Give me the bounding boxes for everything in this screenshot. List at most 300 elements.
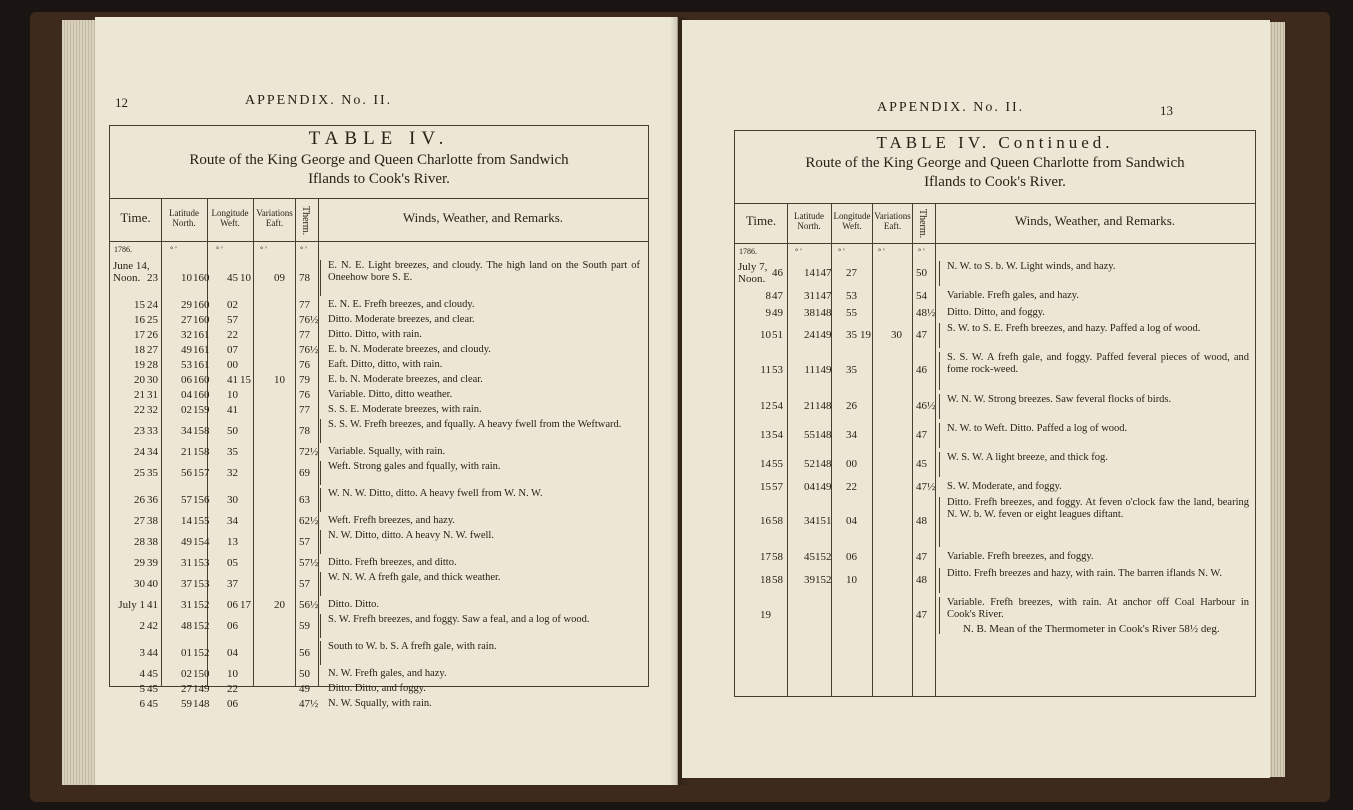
cell-remarks: Variable. Frefh breezes, with rain. At anchor off Coal Harbour in Cook's River. [947,596,1249,620]
units-therm: ° ' [300,245,307,254]
table-row [110,314,648,329]
cell-time: 2 [139,620,145,632]
cell-time: 5 [139,683,145,695]
cell-longitude-minutes: 50 [227,425,238,437]
cell-thermometer: 54 [916,290,927,302]
cell-longitude-minutes: 13 [227,536,238,548]
brace [320,461,324,485]
cell-latitude-degrees: 36 [147,494,158,506]
cell-longitude-degrees: 154 [193,536,210,548]
units-therm: ° ' [918,247,925,256]
cell-remarks: W. S. W. A light breeze, and thick fog. [947,451,1108,463]
cell-remarks: Weft. Strong gales and fqually, with rain. [328,461,501,472]
table-row [110,359,648,374]
cell-latitude-minutes: 11 [804,364,815,376]
cell-longitude-degrees: 153 [193,578,210,590]
cell-time: June 14, Noon. [113,260,150,284]
left-page [95,17,678,785]
table-row [110,557,648,572]
cell-time: 29 [134,557,145,569]
cell-latitude-degrees: 28 [147,359,158,371]
cell-variation-degrees: 19 [860,329,871,341]
cell-thermometer: 47 [916,551,927,563]
cell-latitude-minutes: 29 [181,299,192,311]
header-variations: Variations Eaft. [256,208,293,228]
cell-latitude-degrees: 39 [147,557,158,569]
cell-latitude-degrees: 33 [147,425,158,437]
table-row [735,394,1255,423]
cell-time: 6 [139,698,145,710]
header-longitude: Longitude Weft. [833,211,871,231]
brace [939,352,943,390]
table-row [735,307,1255,324]
cell-thermometer: 78 [299,425,310,437]
year-label: 1786. [739,247,757,256]
table-row [110,614,648,641]
table-row [110,683,648,698]
cell-longitude-minutes: 27 [846,267,857,279]
cell-latitude-minutes: 34 [181,425,192,437]
cell-latitude-degrees: 45 [147,668,158,680]
cell-thermometer: 76 [299,389,310,401]
units-lat: ° ' [795,247,802,256]
cell-latitude-degrees: 23 [147,272,158,284]
cell-latitude-minutes: 45 [804,551,815,563]
cell-time: 9 [765,306,771,319]
cell-latitude-degrees: 45 [147,698,158,710]
cell-time: 15 [134,299,145,311]
cell-time: 11 [760,364,771,376]
cell-time: 25 [134,467,145,479]
cell-remarks: Ditto. Ditto, and foggy. [947,306,1045,318]
cell-longitude-degrees: 152 [193,620,210,632]
cell-longitude-degrees: 152 [815,573,832,586]
cell-longitude-minutes: 35 [846,364,857,376]
cell-latitude-degrees: 49 [772,306,783,319]
cell-longitude-minutes: 06 [227,698,238,710]
cell-thermometer: 63 [299,494,310,506]
cell-latitude-minutes: 14 [181,515,192,527]
cell-remarks: Variable. Ditto, ditto weather. [328,389,453,400]
cell-latitude-minutes: 06 [181,374,192,386]
cell-latitude-minutes: 02 [181,668,192,680]
header-thermometer: Therm. [300,206,311,236]
cell-time: 4 [139,668,145,680]
header-time: Time. [120,210,151,225]
cell-longitude-minutes: 02 [227,299,238,311]
cell-thermometer: 72½ [299,446,319,458]
table-row [735,481,1255,498]
cell-latitude-degrees: 24 [147,299,158,311]
cell-thermometer: 57 [299,536,310,548]
cell-remarks: W. N. W. A frefh gale, and thick weather. [328,572,501,583]
table-row [110,374,648,389]
cell-remarks: Weft. Frefh breezes, and hazy. [328,515,456,526]
cell-latitude-minutes: 55 [804,428,815,441]
cell-longitude-degrees: 149 [193,683,210,695]
cell-remarks: Variable. Frefh breezes, and foggy. [947,551,1094,562]
cell-time: 18 [134,344,145,356]
cell-time: 8 [765,290,771,302]
cell-longitude-degrees: 158 [193,425,210,437]
cell-latitude-degrees: 55 [772,457,783,470]
cell-longitude-minutes: 04 [227,647,238,659]
cell-thermometer: 57 [299,578,310,590]
cell-longitude-degrees: 148 [193,698,210,710]
cell-longitude-degrees: 160 [193,374,210,386]
header-remarks: Winds, Weather, and Remarks. [402,210,564,225]
cell-thermometer: 49 [299,683,310,695]
cell-longitude-minutes: 07 [227,344,238,356]
cell-remarks: S. S. W. Frefh breezes, and fqually. A heavy fwell from the Weftward. [328,419,622,430]
cell-thermometer: 50 [916,267,927,279]
cell-thermometer: 47 [916,608,927,621]
brace [939,323,943,348]
cell-time: 28 [134,536,145,548]
cell-thermometer: 48 [916,515,927,527]
cell-longitude-minutes: 41 [227,374,238,386]
cell-time: 30 [134,578,145,590]
cell-longitude-minutes: 00 [227,359,238,371]
cell-latitude-minutes: 34 [804,515,815,527]
brace [939,261,943,286]
table-row [110,446,648,461]
cell-variation-minutes: 20 [274,599,285,611]
cell-remarks: S. W. to S. E. Frefh breezes, and hazy. Paffed a log of wood. [947,323,1201,334]
running-head: APPENDIX. No. II. [877,100,1025,115]
cell-longitude-minutes: 35 [846,329,857,341]
cell-time: 19 [760,608,771,621]
header-remarks: Winds, Weather, and Remarks. [1014,213,1176,228]
cell-longitude-degrees: 160 [193,272,210,284]
cell-time: 17 [760,551,771,563]
cell-remarks: Ditto. Frefh breezes, and foggy. At feven o'clock faw the land, bearing N. W. b. W. feven or eight leagues diftant. [947,497,1249,520]
cell-time: 16 [134,314,145,326]
cell-remarks: Ditto. Ditto, and foggy. [328,683,426,694]
cell-variation-degrees: 10 [240,272,251,284]
table-row [735,290,1255,307]
cell-latitude-minutes: 53 [181,359,192,371]
cell-latitude-minutes: 39 [804,573,815,586]
units-var: ° ' [878,247,885,256]
brace [939,597,943,635]
cell-remarks: N. W. to Weft. Ditto. Paffed a log of wood. [947,422,1128,434]
cell-remarks: S. W. Frefh breezes, and foggy. Saw a feal, and a log of wood. [328,614,590,625]
brace [320,572,324,596]
cell-latitude-minutes: 48 [181,620,192,632]
cell-latitude-degrees: 45 [147,683,158,695]
cell-longitude-degrees: 161 [193,359,210,371]
cell-remarks: E. b. N. Moderate breezes, and clear. [328,374,483,385]
cell-thermometer: 77 [299,404,310,416]
cell-longitude-minutes: 22 [227,329,238,341]
cell-longitude-degrees: 160 [193,389,210,401]
table-row [110,389,648,404]
cell-remarks: N. W. to S. b. W. Light winds, and hazy. [947,261,1116,272]
cell-longitude-degrees: 158 [193,446,210,458]
cell-longitude-degrees: 152 [193,599,210,611]
cell-remarks: N. W. Squally, with rain. [328,698,432,709]
cell-longitude-degrees: 157 [193,467,210,479]
cell-latitude-degrees: 44 [147,647,158,659]
cell-longitude-minutes: 35 [227,446,238,458]
cell-latitude-minutes: 32 [181,329,192,341]
cell-latitude-minutes: 10 [181,272,192,284]
table-row [735,551,1255,568]
cell-thermometer: 47½ [916,480,936,493]
cell-latitude-degrees: 54 [772,399,783,412]
units-lon: ° ' [216,245,223,254]
header-time: Time. [745,213,777,228]
cell-latitude-minutes: 21 [181,446,192,458]
cell-time: 10 [760,329,771,341]
cell-remarks: S. W. Moderate, and foggy. [947,480,1062,492]
year-label: 1786. [114,245,132,254]
cell-longitude-degrees: 148 [815,399,832,412]
cell-longitude-minutes: 06 [846,551,857,563]
cell-latitude-minutes: 56 [181,467,192,479]
header-variations: Variations Eaft. [874,211,911,231]
cell-thermometer: 59 [299,620,310,632]
cell-latitude-minutes: 49 [181,536,192,548]
units-lat: ° ' [170,245,177,254]
cell-latitude-degrees: 47 [772,290,783,302]
cell-thermometer: 47 [916,329,927,341]
cell-time: 20 [134,374,145,386]
cell-remarks: E. N. E. Frefh breezes, and cloudy. [328,299,475,310]
cell-time: 12 [760,399,771,412]
cell-latitude-minutes: 31 [181,599,192,611]
cell-thermometer: 57½ [299,557,319,569]
table-row [110,461,648,488]
cell-longitude-minutes: 00 [846,457,857,470]
footnote: N. B. Mean of the Thermometer in Cook's River 58½ deg. [963,623,1220,635]
brace [320,614,324,638]
cell-latitude-minutes: 38 [804,306,815,319]
header-rule-top [110,198,648,199]
cell-longitude-minutes: 26 [846,399,857,412]
table-row [110,698,648,713]
cell-latitude-degrees: 31 [147,389,158,401]
cell-time: 14 [760,457,771,470]
cell-latitude-degrees: 38 [147,536,158,548]
table-subtitle-line1: Route of the King George and Queen Charlotte from Sandwich [805,155,1185,171]
cell-remarks: Variable. Frefh gales, and hazy. [947,290,1079,301]
cell-latitude-degrees: 57 [772,480,783,493]
table-row [735,497,1255,551]
cell-longitude-degrees: 155 [193,515,210,527]
cell-variation-minutes: 10 [274,374,285,386]
cell-thermometer: 79 [299,374,310,386]
table-frame [734,130,1256,697]
cell-thermometer: 46 [916,364,927,376]
cell-longitude-degrees: 152 [193,647,210,659]
header-rule-top [735,203,1255,204]
cell-time: 22 [134,404,145,416]
cell-latitude-minutes: 04 [804,480,815,493]
cell-thermometer: 56 [299,647,310,659]
cell-variation-degrees: 17 [240,599,251,611]
cell-latitude-minutes: 57 [181,494,192,506]
cell-longitude-degrees: 149 [815,329,832,341]
cell-latitude-minutes: 37 [181,578,192,590]
cell-thermometer: 47 [916,428,927,441]
cell-time: 15 [760,480,771,493]
page-number: 13 [1160,103,1173,118]
table-row [110,419,648,446]
cell-thermometer: 76 [299,359,310,371]
cell-longitude-minutes: 22 [227,683,238,695]
table-row [735,323,1255,352]
table-row [735,352,1255,394]
cell-thermometer: 48 [916,573,927,586]
cell-longitude-minutes: 22 [846,480,857,493]
brace [939,452,943,477]
cell-remarks: South to W. b. S. A frefh gale, with rain. [328,641,497,652]
cell-latitude-minutes: 01 [181,647,192,659]
cell-time: 3 [139,647,145,659]
brace [939,497,943,547]
cell-longitude-degrees: 148 [815,306,832,319]
table-row [110,329,648,344]
cell-longitude-minutes: 10 [846,573,857,586]
cell-longitude-degrees: 148 [815,457,832,470]
cell-longitude-minutes: 41 [227,404,238,416]
cell-longitude-degrees: 159 [193,404,210,416]
cell-thermometer: 62½ [299,515,319,527]
table-subtitle-line2: Iflands to Cook's River. [924,174,1066,190]
cell-longitude-minutes: 37 [227,578,238,590]
page-number: 12 [115,95,128,110]
cell-time: 16 [760,515,771,527]
cell-thermometer: 46½ [916,399,936,412]
cell-longitude-minutes: 30 [227,494,238,506]
cell-variation-degrees: 15 [240,374,251,386]
table-row [110,572,648,599]
cell-latitude-degrees: 34 [147,446,158,458]
cell-thermometer: 77 [299,329,310,341]
cell-longitude-minutes: 10 [227,389,238,401]
cell-remarks: Ditto. Frefh breezes and hazy, with rain. The barren iflands N. W. [947,567,1222,579]
cell-longitude-minutes: 32 [227,467,238,479]
cell-time: 23 [134,425,145,437]
table-row [735,452,1255,481]
cell-longitude-minutes: 34 [227,515,238,527]
table-row [110,488,648,515]
cell-longitude-degrees: 148 [815,428,832,441]
cell-latitude-minutes: 14 [804,267,815,279]
brace [939,423,943,448]
cell-longitude-degrees: 147 [815,267,832,279]
cell-remarks: N. W. Ditto, ditto. A heavy N. W. fwell. [328,530,494,541]
cell-longitude-minutes: 53 [846,290,857,302]
cell-longitude-minutes: 04 [846,515,857,527]
cell-longitude-minutes: 45 [227,272,238,284]
header-rule-bottom [735,243,1255,244]
cell-latitude-degrees: 38 [147,515,158,527]
cell-latitude-degrees: 41 [147,599,158,611]
units-var: ° ' [260,245,267,254]
cell-time: 19 [134,359,145,371]
cell-time: 18 [760,573,771,586]
cell-remarks: N. W. Frefh gales, and hazy. [328,668,447,679]
cell-longitude-minutes: 10 [227,668,238,680]
table-row [110,530,648,557]
cell-thermometer: 47½ [299,698,319,710]
table-row [110,599,648,614]
cell-latitude-degrees: 58 [772,551,783,563]
cell-thermometer: 76½ [299,314,319,326]
cell-longitude-degrees: 152 [815,551,832,563]
cell-latitude-degrees: 58 [772,515,783,527]
units-lon: ° ' [838,247,845,256]
cell-longitude-degrees: 147 [815,290,832,302]
cell-longitude-minutes: 34 [846,428,857,441]
table-row [110,668,648,683]
cell-latitude-degrees: 54 [772,428,783,441]
brace [320,488,324,512]
cell-remarks: Ditto. Ditto, with rain. [328,329,422,340]
cell-time: 24 [134,446,145,458]
cell-longitude-minutes: 55 [846,306,857,319]
cell-variation-minutes: 09 [274,272,285,284]
cell-longitude-degrees: 160 [193,299,210,311]
cell-latitude-degrees: 32 [147,404,158,416]
cell-latitude-degrees: 40 [147,578,158,590]
cell-latitude-minutes: 31 [181,557,192,569]
header-latitude: Latitude North. [794,211,824,231]
cell-thermometer: 45 [916,457,927,470]
cell-time: 13 [760,428,771,441]
table-title: TABLE IV. Continued. [876,133,1114,152]
cell-time: 21 [134,389,145,401]
brace [320,530,324,554]
cell-latitude-minutes: 52 [804,457,815,470]
cell-latitude-minutes: 27 [181,314,192,326]
table-row [735,261,1255,290]
table-title: TABLE IV. [308,128,450,149]
table-row [110,515,648,530]
cell-latitude-degrees: 30 [147,374,158,386]
cell-longitude-minutes: 06 [227,599,238,611]
cell-latitude-degrees: 26 [147,329,158,341]
cell-latitude-minutes: 24 [804,329,815,341]
cell-time: July 1 [118,599,145,611]
header-thermometer: Therm. [917,209,928,239]
header-longitude: Longitude Weft. [211,208,249,228]
cell-remarks: E. b. N. Moderate breezes, and cloudy. [328,344,491,355]
brace [939,568,943,593]
cell-latitude-minutes: 49 [181,344,192,356]
brace [320,260,324,296]
cell-longitude-degrees: 150 [193,668,210,680]
table-row [110,260,648,299]
table-row [110,344,648,359]
cell-latitude-minutes: 02 [181,404,192,416]
cell-remarks: Ditto. Moderate breezes, and clear. [328,314,475,325]
cell-latitude-degrees: 58 [772,573,783,586]
cell-thermometer: 76½ [299,344,319,356]
table-subtitle-line2: Iflands to Cook's River. [308,171,450,187]
cell-longitude-degrees: 156 [193,494,210,506]
cell-longitude-degrees: 151 [815,515,832,527]
cell-thermometer: 77 [299,299,310,311]
cell-remarks: Ditto. Frefh breezes, and ditto. [328,557,457,568]
cell-latitude-degrees: 42 [147,620,158,632]
table-row [110,641,648,668]
cell-latitude-degrees: 46 [772,267,783,279]
brace [320,641,324,665]
